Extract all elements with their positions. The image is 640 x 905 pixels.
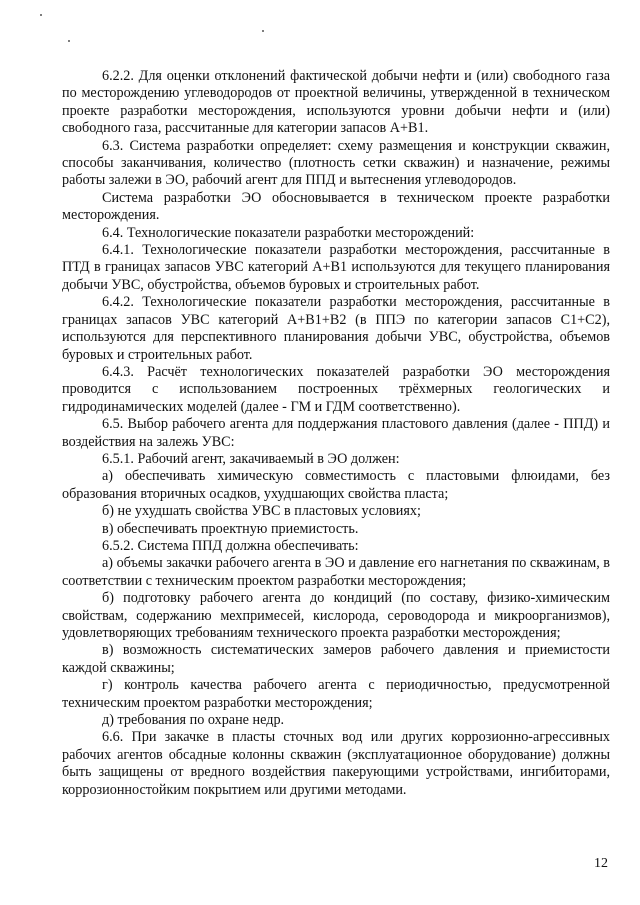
paragraph-6-2-2: 6.2.2. Для оценки отклонений фактической добычи нефти и (или) свободного газа по месторождению углеводородов от проектной величины, утвержденной в техническом проекте разработки месторождения, используются уровни добычи нефти и (или) свободного газа, рассчитанные для категории запасов А+В1. — [62, 68, 610, 137]
document-body — [62, 68, 610, 799]
paragraph-system-justification: Система разработки ЭО обосновывается в техническом проекте разработки месторождения. — [62, 189, 610, 224]
paragraph-6-4: 6.4. Технологические показатели разработки месторождений: — [102, 224, 475, 241]
list-item-6-5-2-b: б) подготовку рабочего агента до кондиций (по составу, физико-химическим свойствам, содержанию мехпримесей, кислорода, сероводорода и микроорганизмов), удовлетворяющих требованиям технического проекта разработки месторождения; — [62, 590, 610, 641]
list-item-6-5-1-b: б) не ухудшать свойства УВС в пластовых условиях; — [102, 503, 421, 520]
page-number: 12 — [594, 856, 608, 871]
paragraph-6-5-2: 6.5.2. Система ППД должна обеспечивать: — [102, 537, 359, 554]
paragraph-6-5-1: 6.5.1. Рабочий агент, закачиваемый в ЭО должен: — [102, 450, 400, 467]
paragraph-6-5: 6.5. Выбор рабочего агента для поддержания пластового давления (далее - ППД) и воздействия на залежь УВС: — [62, 416, 610, 450]
scan-speck — [68, 40, 70, 42]
scan-speck — [40, 14, 42, 16]
list-item-6-5-2-a: а) объемы закачки рабочего агента в ЭО и давление его нагнетания по скважинам, в соответствии с техническим проектом разработки месторождения; — [62, 555, 610, 589]
list-item-6-5-1-a: а) обеспечивать химическую совместимость с пластовыми флюидами, без образования вторичных осадков, ухудшающих свойства пласта; — [62, 468, 610, 502]
paragraph-6-4-3: 6.4.3. Расчёт технологических показателей разработки ЭО месторождения проводится с использованием построенных трёхмерных геологических и гидродинамических моделей (далее - ГМ и ГДМ соответственно). — [62, 363, 610, 415]
paragraph-6-6: 6.6. При закачке в пласты сточных вод или других коррозионно-агрессивных рабочих агентов обсадные колонны скважин (эксплуатационное оборудование) должны быть защищены от вредного воздействия пакерующими устройствами, ингибиторами, коррозионностойким покрытием или другими методами. — [62, 729, 610, 798]
paragraph-6-4-1: 6.4.1. Технологические показатели разработки месторождения, рассчитанные в ПТД в границах запасов УВС категорий А+В1 используются для текущего планирования добычи УВС, обустройства, объемов буровых и строительных работ. — [62, 242, 610, 293]
paragraph-6-4-2: 6.4.2. Технологические показатели разработки месторождения, рассчитанные в границах запасов УВС категорий А+В1+В2 (в ППЭ по категории запасов С1+С2), используются для перспективного планирования добычи УВС, обустройства, объемов буровых и строительных работ. — [62, 294, 610, 363]
list-item-6-5-2-d: д) требования по охране недр. — [102, 712, 285, 729]
list-item-6-5-1-v: в) обеспечивать проектную приемистость. — [102, 520, 359, 537]
paragraph-6-3: 6.3. Система разработки определяет: схему размещения и конструкции скважин, способы заканчивания, количество (плотность сетки скважин) и назначение, режимы работы залежи в ЭО, рабочий агент для ППД и вытеснения углеводородов. — [62, 137, 610, 189]
scan-speck — [262, 30, 264, 32]
list-item-6-5-2-g: г) контроль качества рабочего агента с периодичностью, предусмотренной техническим проектом разработки месторождения; — [62, 677, 610, 711]
list-item-6-5-2-v: в) возможность систематических замеров рабочего давления и приемистости каждой скважины; — [62, 642, 610, 676]
